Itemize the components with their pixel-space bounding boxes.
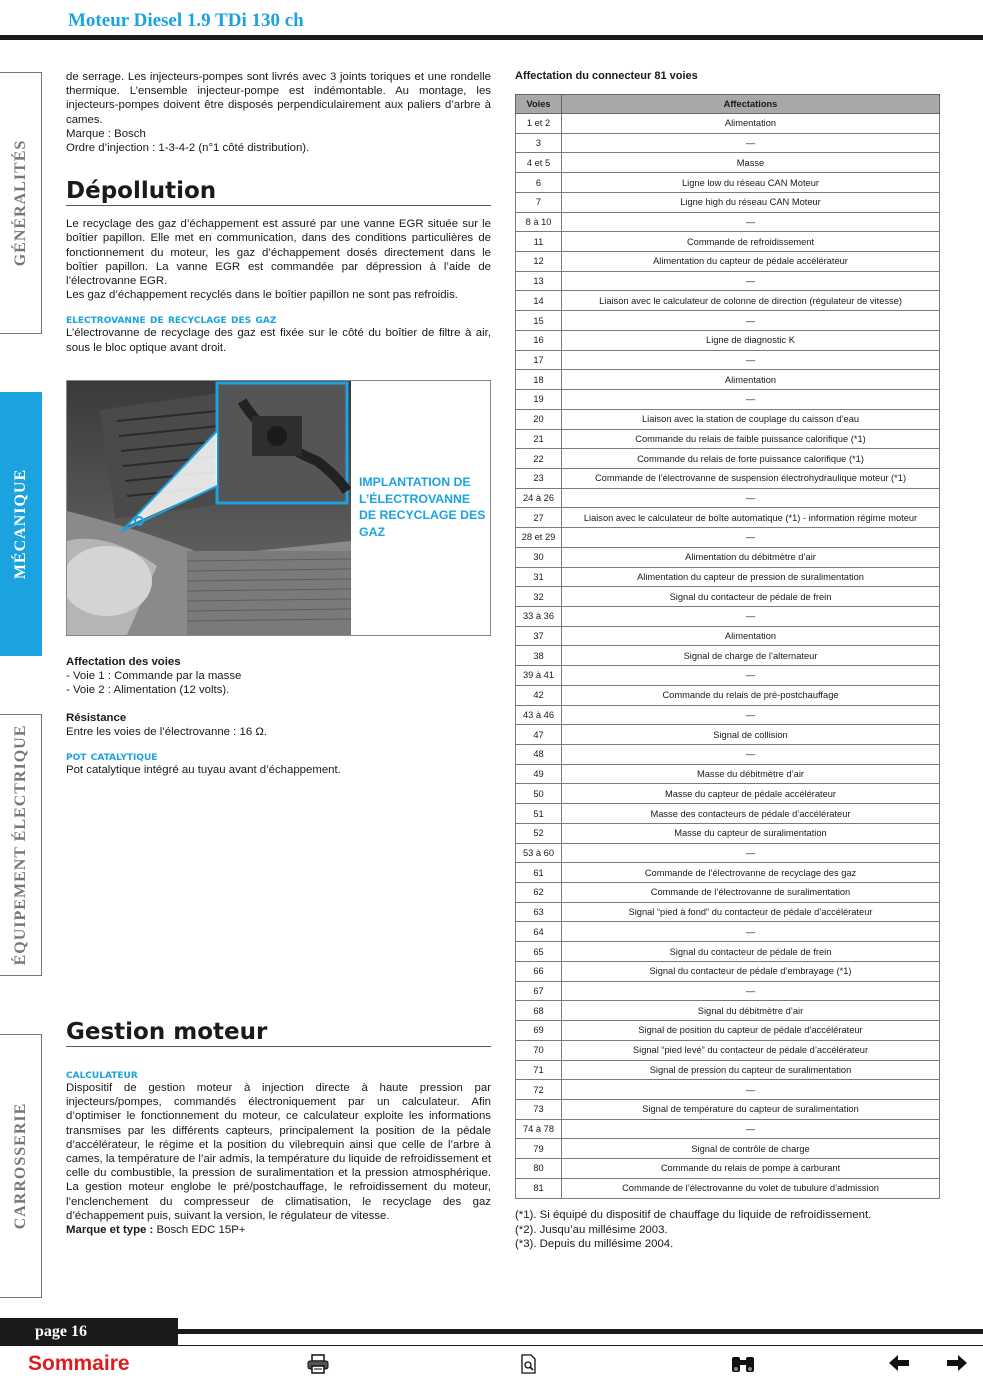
cell-voies: 15 [516, 311, 562, 331]
cell-affectation: Masse [562, 153, 940, 173]
column-header-affectations: Affectations [562, 95, 940, 114]
cell-voies: 43 à 46 [516, 705, 562, 725]
cell-voies: 49 [516, 764, 562, 784]
cell-affectation: Signal “pied levé” du contacteur de pédale d’accélérateur [562, 1040, 940, 1060]
table-row [516, 508, 940, 528]
table-row [516, 1119, 940, 1139]
connector-table [515, 94, 940, 1199]
table-row [516, 725, 940, 745]
cell-affectation: — [562, 666, 940, 686]
table-row [516, 528, 940, 548]
cell-voies: 70 [516, 1040, 562, 1060]
cell-voies: 28 et 29 [516, 528, 562, 548]
page-number: page 16 [0, 1318, 178, 1345]
table-row [516, 488, 940, 508]
cell-voies: 52 [516, 823, 562, 843]
cell-affectation: — [562, 271, 940, 291]
cell-voies: 71 [516, 1060, 562, 1080]
table-row [516, 942, 940, 962]
table-row [516, 409, 940, 429]
cell-voies: 62 [516, 883, 562, 903]
table-row [516, 764, 940, 784]
table-row [516, 429, 940, 449]
arrow-left-icon[interactable] [888, 1354, 910, 1377]
cell-voies: 65 [516, 942, 562, 962]
table-row [516, 252, 940, 272]
cell-voies: 6 [516, 173, 562, 193]
table-row [516, 666, 940, 686]
engine-bay-photo [67, 381, 351, 635]
table-row [516, 843, 940, 863]
cell-affectation: Signal de charge de l’alternateur [562, 646, 940, 666]
cell-affectation: Signal de contrôle de charge [562, 1139, 940, 1159]
left-column-gestion [66, 1018, 491, 1237]
table-row [516, 981, 940, 1001]
cell-voies: 72 [516, 1080, 562, 1100]
table-row [516, 468, 940, 488]
cell-affectation: Signal de position du capteur de pédale d’accélérateur [562, 1021, 940, 1041]
table-row [516, 1060, 940, 1080]
cell-voies: 32 [516, 587, 562, 607]
cell-affectation: — [562, 133, 940, 153]
table-row [516, 863, 940, 883]
cell-affectation: — [562, 488, 940, 508]
connector-table-title: Affectation du connecteur 81 voies [515, 70, 698, 82]
depollution-paragraph: Le recyclage des gaz d’échappement est assuré par une vanne EGR située sur le boîtier papillon. Elle met en communication, dans des conditions particulières de fonctionnement du moteur, les gaz d’échappement dosés directement dans le boîtier papillon. La vanne EGR est commandée par dépression à l’aide de l’électrovanne EGR. [66, 218, 491, 288]
cell-voies: 1 et 2 [516, 114, 562, 134]
cell-affectation: Masse du capteur de pédale accélérateur [562, 784, 940, 804]
electrovanne-paragraph: L’électrovanne de recyclage des gaz est fixée sur le côté du boîtier de filtre à air, sous le bloc optique avant droit. [66, 327, 491, 354]
table-row [516, 114, 940, 134]
cell-affectation: — [562, 528, 940, 548]
cell-voies: 48 [516, 745, 562, 765]
cell-voies: 24 à 26 [516, 488, 562, 508]
cell-affectation: Signal du contacteur de pédale d’embrayage (*1) [562, 961, 940, 981]
cell-affectation: Ligne low du réseau CAN Moteur [562, 173, 940, 193]
note-3: (*3). Depuis du millésime 2004. [515, 1238, 674, 1250]
cell-affectation: — [562, 1119, 940, 1139]
table-row [516, 745, 940, 765]
table-row [516, 330, 940, 350]
cell-affectation: Signal de collision [562, 725, 940, 745]
table-row [516, 1080, 940, 1100]
cell-voies: 31 [516, 567, 562, 587]
cell-voies: 68 [516, 1001, 562, 1021]
cell-voies: 53 à 60 [516, 843, 562, 863]
cell-affectation: Liaison avec la station de couplage du caisson d’eau [562, 409, 940, 429]
table-row [516, 153, 940, 173]
cell-voies: 22 [516, 449, 562, 469]
ordre-injection-line: Ordre d’injection : 1-3-4-2 (n°1 côté distribution). [66, 142, 310, 155]
table-row [516, 212, 940, 232]
cell-voies: 16 [516, 330, 562, 350]
cell-voies: 13 [516, 271, 562, 291]
arrow-right-icon[interactable] [946, 1354, 968, 1377]
cell-affectation: — [562, 390, 940, 410]
table-row [516, 587, 940, 607]
cell-affectation: Masse du débitmètre d’air [562, 764, 940, 784]
table-row [516, 883, 940, 903]
section-title-gestion-moteur: Gestion moteur [66, 1018, 491, 1047]
table-row [516, 685, 940, 705]
left-column [66, 70, 491, 355]
cell-voies: 21 [516, 429, 562, 449]
tab-carrosserie-label: CARROSSERIE [11, 1102, 29, 1230]
cell-voies: 3 [516, 133, 562, 153]
cell-affectation: — [562, 745, 940, 765]
table-row [516, 1040, 940, 1060]
cell-affectation: — [562, 350, 940, 370]
cell-affectation: Signal de température du capteur de suralimentation [562, 1099, 940, 1119]
cell-voies: 50 [516, 784, 562, 804]
cell-affectation: Signal de pression du capteur de suralimentation [562, 1060, 940, 1080]
cell-voies: 4 et 5 [516, 153, 562, 173]
table-row [516, 370, 940, 390]
tab-equipement-electrique-label: ÉQUIPEMENT ÉLECTRIQUE [11, 724, 29, 966]
cell-voies: 66 [516, 961, 562, 981]
printer-icon[interactable] [307, 1354, 329, 1379]
tab-mecanique[interactable] [0, 392, 42, 656]
cell-voies: 11 [516, 232, 562, 252]
calculateur-paragraph: Dispositif de gestion moteur à injection directe à haute pression par injecteurs/pompes, commandés électroniquement par un calculateur. Afin d’optimiser le fonctionnement du moteur, ce calculateur exploite les informations transmises par les différents capteurs, principalement la position de la pédale d’accélérateur, le régime et la position du vilebrequin ainsi que celle de l’arbre à cames, la température de l’air admis, la température du liquide de refroidissement et celle du combustible, la pression de suralimentation et la pression atmosphérique. La gestion moteur englobe le pré/postchauffage, le refroidissement du moteur, l’enclenchement du compresseur de climatisation, le recyclage des gaz d’échappement puis, suivant la version, le régulateur de vitesse. [66, 1082, 491, 1222]
cell-voies: 67 [516, 981, 562, 1001]
note-2: (*2). Jusqu’au millésime 2003. [515, 1223, 668, 1236]
resistance-line: Entre les voies de l’électrovanne : 16 Ω. [66, 725, 267, 738]
cell-affectation: Commande de refroidissement [562, 232, 940, 252]
cell-voies: 23 [516, 468, 562, 488]
cell-affectation: Commande du relais de forte puissance calorifique (*1) [562, 449, 940, 469]
table-row [516, 192, 940, 212]
cell-affectation: Commande de l’électrovanne du volet de tubulure d’admission [562, 1178, 940, 1198]
cell-affectation: Alimentation [562, 114, 940, 134]
footer-rule [178, 1329, 983, 1334]
table-row [516, 350, 940, 370]
binoculars-icon[interactable] [730, 1354, 756, 1379]
marque-type-value: Bosch EDC 15P+ [153, 1224, 246, 1237]
cell-affectation: — [562, 981, 940, 1001]
table-row [516, 1099, 940, 1119]
cell-voies: 47 [516, 725, 562, 745]
table-row [516, 133, 940, 153]
cell-affectation: Signal du contacteur de pédale de frein [562, 942, 940, 962]
cell-affectation: Alimentation du capteur de pédale accélérateur [562, 252, 940, 272]
cell-voies: 61 [516, 863, 562, 883]
table-row [516, 902, 940, 922]
cell-affectation: Alimentation [562, 626, 940, 646]
cell-voies: 74 à 78 [516, 1119, 562, 1139]
cell-voies: 14 [516, 291, 562, 311]
cell-voies: 38 [516, 646, 562, 666]
cell-affectation: Commande du relais de pompe à carburant [562, 1159, 940, 1179]
cell-affectation: — [562, 1080, 940, 1100]
cell-affectation: Ligne de diagnostic K [562, 330, 940, 350]
table-header-row [516, 95, 940, 114]
left-column-lower [66, 655, 491, 777]
cell-affectation: — [562, 705, 940, 725]
table-row [516, 567, 940, 587]
sommaire-link[interactable]: Sommaire [28, 1352, 130, 1375]
cell-voies: 37 [516, 626, 562, 646]
subsection-title-calculateur: calculateur [66, 1066, 138, 1081]
cell-affectation: — [562, 212, 940, 232]
tab-equipement-electrique[interactable] [0, 714, 42, 976]
cell-affectation: Signal “pied à fond” du contacteur de pédale d’accélérateur [562, 902, 940, 922]
cell-voies: 80 [516, 1159, 562, 1179]
cell-voies: 8 à 10 [516, 212, 562, 232]
table-row [516, 961, 940, 981]
table-row [516, 291, 940, 311]
table-row [516, 449, 940, 469]
cell-voies: 27 [516, 508, 562, 528]
cell-voies: 69 [516, 1021, 562, 1041]
tab-carrosserie[interactable] [0, 1034, 42, 1298]
cell-voies: 19 [516, 390, 562, 410]
table-row [516, 173, 940, 193]
subsection-title-pot-catalytique: pot catalytique [66, 748, 158, 764]
marque-line: Marque : Bosch [66, 127, 146, 140]
subsection-title-electrovanne: electrovanne de recyclage des gaz [66, 311, 277, 327]
table-row [516, 232, 940, 252]
cell-affectation: Ligne high du réseau CAN Moteur [562, 192, 940, 212]
cell-voies: 33 à 36 [516, 606, 562, 626]
cell-voies: 51 [516, 804, 562, 824]
cell-voies: 18 [516, 370, 562, 390]
table-row [516, 1001, 940, 1021]
find-page-icon[interactable] [520, 1354, 538, 1379]
tab-generalites-label: GÉNÉRALITÉS [11, 139, 29, 267]
column-header-voies: Voies [516, 95, 562, 114]
table-row [516, 1178, 940, 1198]
table-row [516, 646, 940, 666]
table-row [516, 1139, 940, 1159]
cell-voies: 20 [516, 409, 562, 429]
table-row [516, 804, 940, 824]
cell-affectation: Signal du contacteur de pédale de frein [562, 587, 940, 607]
table-row [516, 606, 940, 626]
cell-voies: 63 [516, 902, 562, 922]
table-notes [515, 1208, 871, 1252]
table-row [516, 390, 940, 410]
cell-affectation: Commande du relais de faible puissance calorifique (*1) [562, 429, 940, 449]
cell-affectation: Liaison avec le calculateur de boîte automatique (*1) - information régime moteur [562, 508, 940, 528]
intro-paragraph: de serrage. Les injecteurs-pompes sont livrés avec 3 joints toriques et une rondelle thermique. L’ensemble injecteur-pompe est indémontable. Au montage, les injecteurs-pompes doivent être disposés perpendiculairement aux paliers d’arbre à cames. [66, 71, 491, 126]
cell-voies: 30 [516, 547, 562, 567]
figure-electrovanne [66, 380, 491, 636]
table-row [516, 547, 940, 567]
cell-affectation: Commande de l’électrovanne de recyclage des gaz [562, 863, 940, 883]
figure-caption: IMPLANTATION DE L’ÉLECTROVANNE DE RECYCLAGE DES GAZ [359, 475, 486, 539]
cell-affectation: Alimentation du débitmètre d’air [562, 547, 940, 567]
cell-affectation: — [562, 922, 940, 942]
cell-voies: 73 [516, 1099, 562, 1119]
tab-mecanique-label: MÉCANIQUE [11, 468, 29, 580]
cell-affectation: Masse des contacteurs de pédale d’accélérateur [562, 804, 940, 824]
cell-affectation: Alimentation du capteur de pression de suralimentation [562, 567, 940, 587]
cell-affectation: — [562, 843, 940, 863]
affectation-title: Affectation des voies [66, 656, 181, 668]
resistance-title: Résistance [66, 711, 127, 724]
cell-affectation: Commande de l’électrovanne de suspension électrohydraulique moteur (*1) [562, 468, 940, 488]
cell-affectation: Alimentation [562, 370, 940, 390]
table-row [516, 823, 940, 843]
marque-type-label: Marque et type : [66, 1224, 154, 1237]
depollution-paragraph-2: Les gaz d’échappement recyclés dans le boîtier papillon ne sont pas refroidis. [66, 289, 458, 302]
table-row [516, 705, 940, 725]
tab-generalites[interactable] [0, 72, 42, 334]
cell-voies: 7 [516, 192, 562, 212]
cell-voies: 81 [516, 1178, 562, 1198]
table-row [516, 1021, 940, 1041]
table-row [516, 1159, 940, 1179]
cell-affectation: Commande de l’électrovanne de suralimentation [562, 883, 940, 903]
header-rule [0, 35, 983, 40]
note-1: (*1). Si équipé du dispositif de chauffage du liquide de refroidissement. [515, 1209, 872, 1221]
cell-affectation: — [562, 311, 940, 331]
table-row [516, 271, 940, 291]
voie1-line: - Voie 1 : Commande par la masse [66, 670, 242, 683]
page-header-title: Moteur Diesel 1.9 TDi 130 ch [68, 10, 304, 31]
table-row [516, 784, 940, 804]
section-title-depollution: Dépollution [66, 177, 491, 206]
cell-voies: 12 [516, 252, 562, 272]
table-row [516, 311, 940, 331]
table-row [516, 922, 940, 942]
cell-voies: 64 [516, 922, 562, 942]
cell-voies: 39 à 41 [516, 666, 562, 686]
pot-catalytique-line: Pot catalytique intégré au tuyau avant d’échappement. [66, 764, 341, 777]
cell-voies: 79 [516, 1139, 562, 1159]
cell-affectation: — [562, 606, 940, 626]
footer-rule-thin [0, 1345, 983, 1346]
cell-voies: 17 [516, 350, 562, 370]
cell-affectation: Commande du relais de pré-postchauffage [562, 685, 940, 705]
cell-affectation: Signal du débitmètre d’air [562, 1001, 940, 1021]
cell-affectation: Liaison avec le calculateur de colonne de direction (régulateur de vitesse) [562, 291, 940, 311]
voie2-line: - Voie 2 : Alimentation (12 volts). [66, 684, 230, 697]
cell-voies: 42 [516, 685, 562, 705]
table-row [516, 626, 940, 646]
cell-affectation: Masse du capteur de suralimentation [562, 823, 940, 843]
